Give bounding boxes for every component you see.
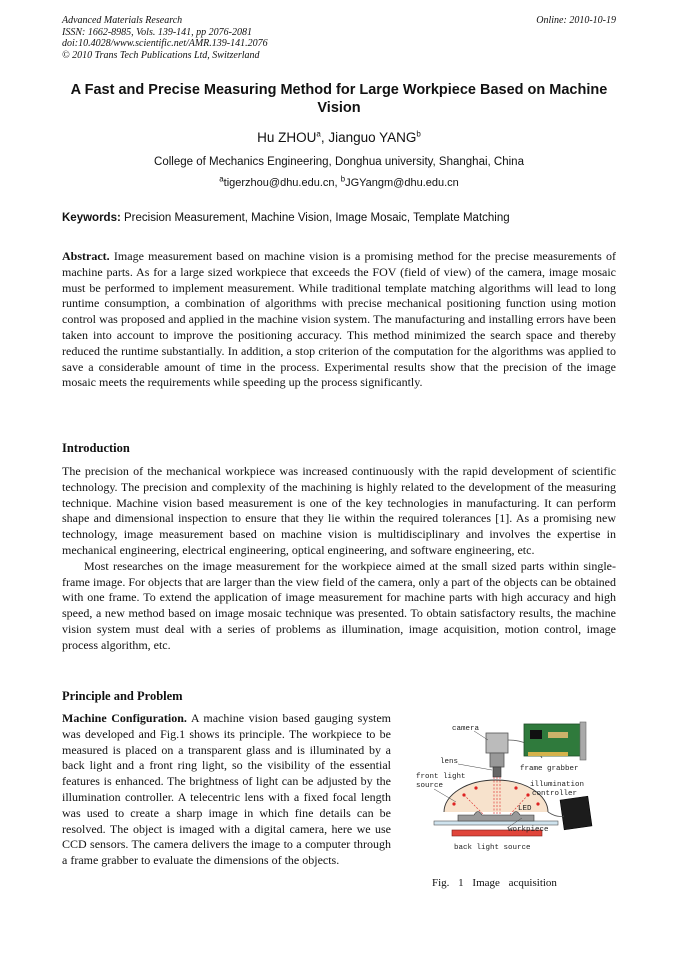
author-line bbox=[62, 130, 616, 145]
label-illumination-2: controller bbox=[532, 790, 578, 798]
email-line bbox=[62, 174, 616, 189]
email-1-sup: a bbox=[219, 174, 224, 184]
paper-title: A Fast and Precise Measuring Method for Large Workpiece Based on Machine Vision bbox=[70, 82, 608, 116]
machine-configuration-text: A machine vision based gauging system was developed and Fig.1 shows its principle. The workpiece to be measured is placed on a transparent glass and is illuminated by a back light and a front ring light, so the visibility of the essential features is enhanced. The brightness of light can be adjusted by the illumination controller. A telecentric lens with a fixed focal length was used to create a sharp image in which fine details can be resolved. The object is imaged with a digital camera, here we use CCD sensors. The camera delivers the image to a computer through a frame grabber to evaluate the dimensions of the objects. bbox=[62, 711, 391, 868]
camera-body bbox=[486, 733, 508, 753]
glass-plate bbox=[434, 821, 558, 825]
intro-paragraph-1: The precision of the mechanical workpiece was increased continuously with the rapid development of scientific technology. The precision and complexity of the machining is highly related to the development of the measuring technique. Machine vision based measurement is one of the key technologies in manufacturing. It can perform shape and dimensional inspection to ensure that they lie within the required tolerances [1]. As a promising new technology, image measurement based on machine vision is multidisciplinary and involves the expertise in mechanical engineering, electrical engineering, optical engineering, and software engineering, etc. bbox=[62, 464, 616, 557]
introduction-body bbox=[62, 464, 616, 654]
board-chip bbox=[530, 730, 542, 739]
lens-barrel bbox=[490, 753, 504, 767]
email-2[interactable]: JGYangm@dhu.edu.cn bbox=[345, 177, 459, 189]
label-lens: lens bbox=[440, 758, 459, 766]
intro-paragraph-2: Most researches on the image measurement for the workpiece aimed at the small sized parts within single-frame image. For objects that are larger than the view field of the camera, only a part of the objects can be obtained with one frame. To extend the application of image measurement for machine parts with high accuracy and high speed, a new method based on image mosaic technique was presented. To obtain satisfactory results, the machine vision system must deal with a series of problems as illumination, image acquisition, motion control, image process algorithm, etc. bbox=[62, 558, 616, 652]
keywords-label: Keywords: bbox=[62, 212, 121, 224]
author-1: Hu ZHOU bbox=[257, 130, 317, 145]
email-2-sup: b bbox=[340, 174, 346, 184]
abstract-label: Abstract. bbox=[62, 249, 110, 263]
email-separator: , bbox=[334, 177, 341, 189]
label-illumination-1: illumination bbox=[530, 781, 585, 789]
copyright-line: © 2010 Trans Tech Publications Ltd, Switzerland bbox=[62, 49, 260, 61]
label-workpiece: workpiece bbox=[508, 826, 549, 834]
principle-heading: Principle and Problem bbox=[62, 689, 183, 703]
introduction-heading: Introduction bbox=[62, 441, 130, 455]
machine-configuration-label: Machine Configuration. bbox=[62, 711, 187, 725]
lens-tip bbox=[493, 767, 501, 777]
abstract-text: Image measurement based on machine vision is a promising method for the precise measurements of machine parts. As for a large sized workpiece that exceeds the FOV (field of view) of the camera, image mosaic must be performed to implement measurement. While traditional template matching algorithms will lead to long runtime consumption, a combination of algorithms with precise mechanical positioning function using motion control was proposed and applied in the machine vision system. The manufacturing and installing errors have been taken into account to improve the positioning accuracy. This method minimized the search space and thereby reduced the runtime substantially. In addition, a stop criterion of the computation for the algorithms was applied to save a considerable amount of time in the process. Experimental results show that the precision of the image mosaic meets the requirements while speeding up the process significantly. bbox=[62, 249, 616, 390]
led bbox=[474, 786, 477, 789]
issn-line: ISSN: 1662-8985, Vols. 139-141, pp 2076-2081 bbox=[62, 26, 252, 38]
board-component bbox=[548, 732, 568, 738]
keywords-text: Precision Measurement, Machine Vision, Image Mosaic, Template Matching bbox=[120, 212, 510, 224]
led bbox=[452, 802, 455, 805]
affiliation: College of Mechanics Engineering, Donghua university, Shanghai, China bbox=[154, 156, 524, 168]
frame-grabber-board bbox=[524, 724, 582, 756]
label-front-light-1: front light bbox=[416, 773, 466, 781]
online-date: Online: 2010-10-19 bbox=[536, 15, 616, 26]
led bbox=[536, 802, 539, 805]
label-back-light: back light source bbox=[454, 844, 531, 852]
label-frame-grabber: frame grabber bbox=[520, 765, 579, 773]
doi-line: doi:10.4028/www.scientific.net/AMR.139-141.2076 bbox=[62, 38, 268, 50]
author-2: Jianguo YANG bbox=[328, 130, 417, 145]
board-connector bbox=[528, 752, 568, 756]
author-separator: , bbox=[320, 130, 329, 145]
author-1-sup: a bbox=[316, 129, 321, 139]
led bbox=[514, 786, 517, 789]
email-1[interactable]: tigerzhou@dhu.edu.cn bbox=[223, 177, 335, 189]
journal-header bbox=[62, 15, 268, 61]
image-acquisition-figure bbox=[412, 718, 622, 860]
figure-caption: Fig. 1 Image acquisition bbox=[432, 877, 557, 889]
label-camera: camera bbox=[452, 725, 480, 733]
label-front-light-2: source bbox=[416, 782, 444, 790]
leader-lens bbox=[458, 764, 492, 770]
author-2-sup: b bbox=[416, 129, 421, 139]
illumination-controller-box bbox=[560, 796, 592, 830]
keywords bbox=[62, 212, 510, 224]
label-led: LED bbox=[518, 805, 532, 813]
journal-name: Advanced Materials Research bbox=[62, 15, 183, 26]
board-bracket bbox=[580, 722, 586, 760]
abstract bbox=[62, 249, 616, 391]
machine-configuration-paragraph bbox=[62, 711, 391, 869]
